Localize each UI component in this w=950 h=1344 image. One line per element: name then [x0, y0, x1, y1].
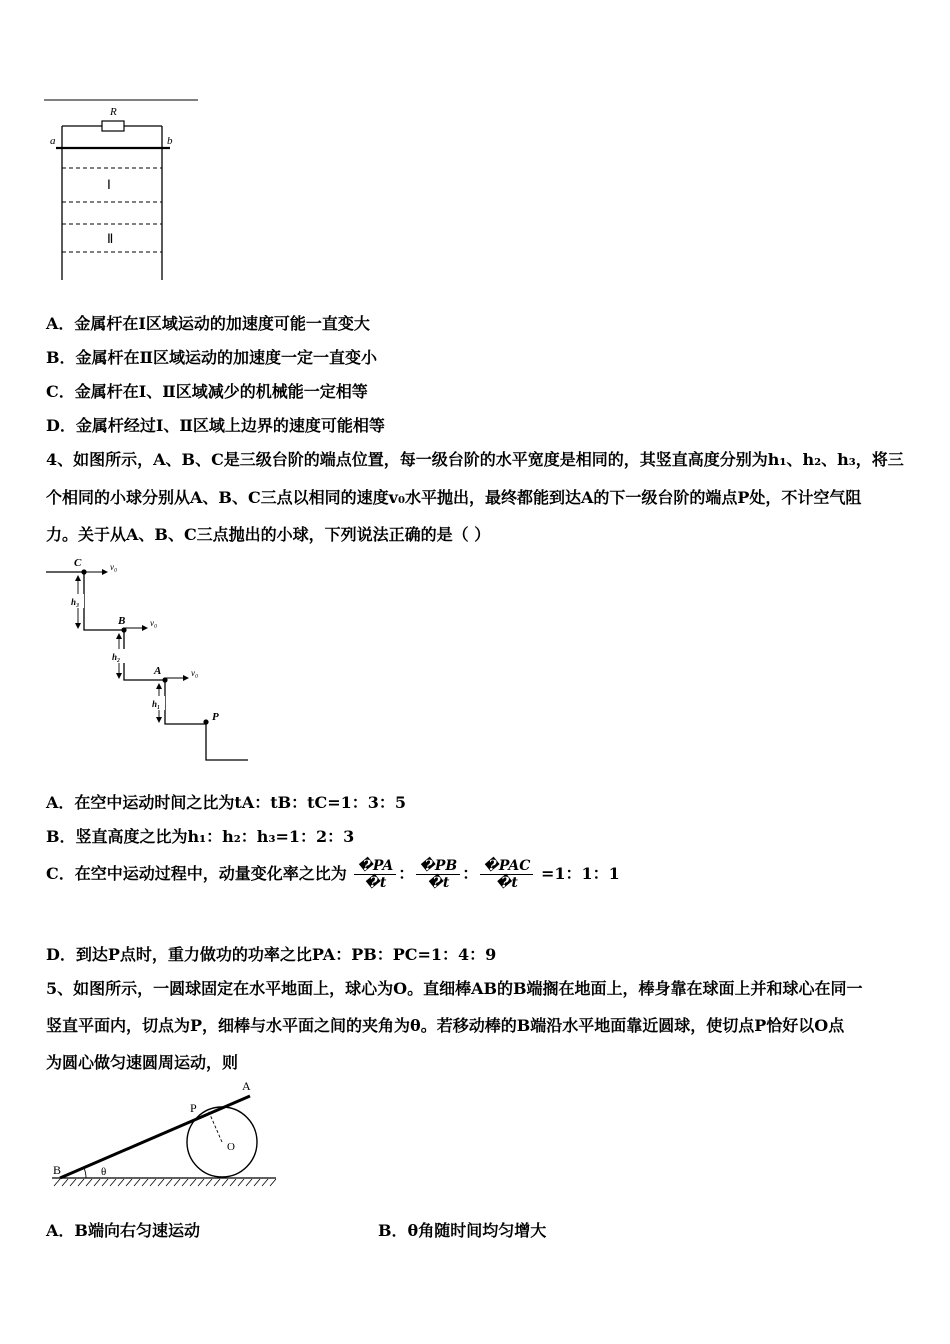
q4-option-c-prefix: C．在空中运动过程中，动量变化率之比为 [46, 864, 347, 883]
q4-option-c [46, 858, 620, 891]
q4-stem-line-1: 4、如图所示，A、B、C是三级台阶的端点位置，每一级台阶的水平宽度是相同的，其竖直高度分别为h₁、h₂、h₃，将三 [46, 450, 904, 469]
q5-option-b: B．θ角随时间均匀增大 [378, 1221, 547, 1240]
rod-sphere-figure [44, 1078, 284, 1196]
label-v0-B: v₀ [150, 618, 158, 628]
q3-option-a: A．金属杆在Ⅰ区域运动的加速度可能一直变大 [46, 314, 370, 333]
q3-option-c: C．金属杆在Ⅰ、Ⅱ区域减少的机械能一定相等 [46, 382, 368, 401]
q3-option-d: D．金属杆经过Ⅰ、Ⅱ区域上边界的速度可能相等 [46, 416, 385, 435]
label-A: A [242, 1079, 251, 1093]
q4-option-a: A．在空中运动时间之比为tA：tB：tC=1：3：5 [46, 793, 407, 812]
label-h2: h₂ [112, 652, 121, 662]
label-B: B [53, 1163, 62, 1177]
fraction-pb: $\frac{�PB}{�t}$ [416, 858, 460, 891]
label-A: A [154, 665, 162, 677]
label-O: O [227, 1141, 235, 1153]
q4-option-b: B．竖直高度之比为h₁：h₂：h₃=1：2：3 [46, 827, 355, 846]
q5-stem-line-3: 为圆心做匀速圆周运动，则 [46, 1053, 239, 1072]
q4-stem-line-2: 个相同的小球分别从A、B、C三点以相同的速度v₀水平抛出，最终都能到达A的下一级台阶的端点P处，不计空气阻 [46, 488, 862, 507]
ratio-separator: ： [462, 864, 479, 883]
q5-option-a: A．B端向右匀速运动 [46, 1221, 200, 1240]
q5-stem-line-1: 5、如图所示，一圆球固定在水平地面上，球心为O。直细棒AB的B端搁在地面上，棒身靠在球面上并和球心在同一 [46, 979, 863, 998]
label-h3: h₃ [71, 597, 80, 607]
rail-circuit-figure [40, 92, 210, 288]
label-theta: θ [101, 1166, 107, 1178]
fraction-pac: $\frac{\text{�PAC}}{�t}$ [480, 858, 533, 891]
label-P: P [190, 1101, 197, 1115]
resistor [102, 121, 124, 131]
label-P: P [212, 711, 219, 723]
label-R: R [110, 106, 117, 118]
label-v0-C: v₀ [110, 562, 118, 572]
region-2-label: Ⅱ [107, 231, 114, 246]
q4-option-d: D．到达P点时，重力做功的功率之比PA：PB：PC=1：4：9 [46, 945, 497, 964]
label-b: b [167, 135, 173, 147]
label-v0-A: v₀ [191, 668, 199, 678]
angle-theta-arc [84, 1168, 86, 1178]
label-a: a [50, 135, 56, 147]
stairs-figure [40, 552, 260, 766]
q3-option-b: B．金属杆在Ⅱ区域运动的加速度一定一直变小 [46, 348, 378, 367]
label-C: C [74, 557, 82, 569]
region-1-label: Ⅰ [107, 177, 111, 192]
label-h1: h₁ [152, 699, 161, 709]
ratio-separator: ： [398, 864, 415, 883]
q4-stem-line-3: 力。关于从A、B、C三点抛出的小球，下列说法正确的是（ ） [46, 525, 491, 544]
label-B: B [118, 615, 126, 627]
fraction-pa: $\frac{�PA}{�t}$ [354, 858, 396, 891]
point-P [203, 719, 208, 724]
q5-stem-line-2: 竖直平面内，切点为P，细棒与水平面之间的夹角为θ。若移动棒的B端沿水平地面靠近圆球，使切点P恰好以O点 [46, 1016, 845, 1035]
q4-option-c-suffix: =1：1：1 [540, 864, 620, 883]
